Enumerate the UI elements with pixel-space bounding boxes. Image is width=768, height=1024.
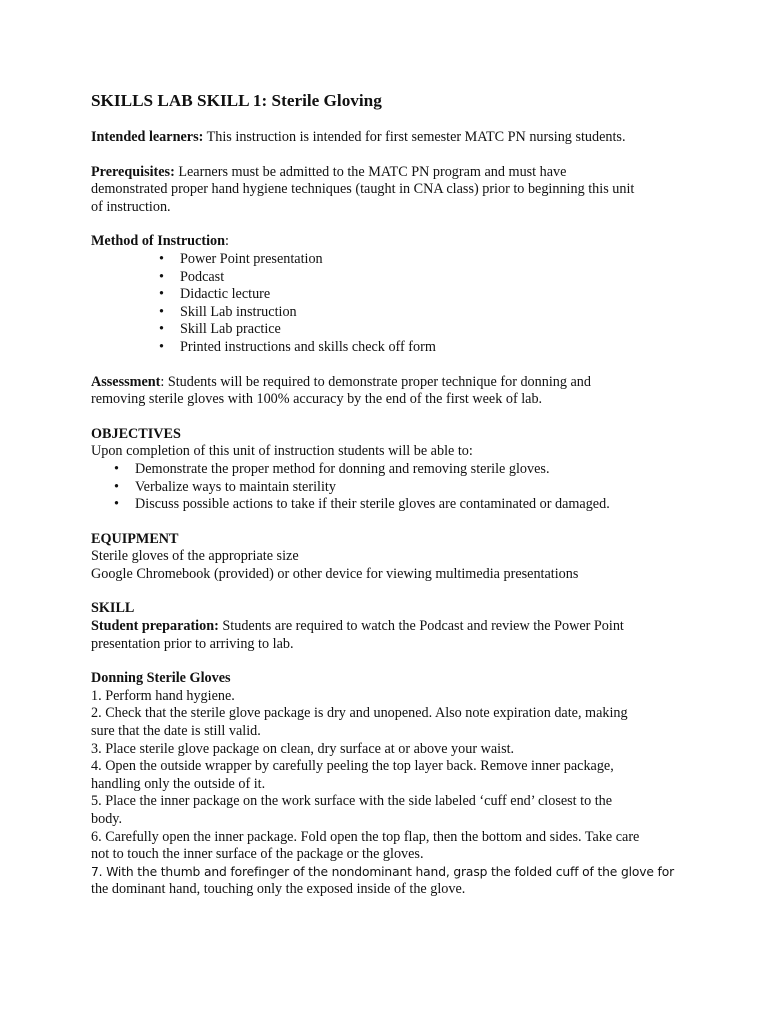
- donning-section: [91, 670, 691, 899]
- donning-step-line: sure that the date is still valid.: [91, 723, 261, 740]
- donning-step-line: 5. Place the inner package on the work surface with the side labeled ‘cuff end’ closest to the: [91, 793, 613, 810]
- assessment-text-1: : Students will be required to demonstrate proper technique for donning and: [160, 373, 591, 390]
- assessment-line-1: [91, 374, 691, 392]
- intended-learners-label: Intended learners:: [91, 129, 204, 145]
- page-title: SKILLS LAB SKILL 1: Sterile Gloving: [91, 91, 382, 110]
- donning-step-line: 2. Check that the sterile glove package is dry and unopened. Also note expiration date, making: [91, 705, 628, 722]
- prerequisites-paragraph: [91, 164, 691, 217]
- objectives-heading: OBJECTIVES: [91, 425, 181, 442]
- intended-learners-paragraph: [91, 129, 691, 147]
- donning-step-line: 4. Open the outside wrapper by carefully peeling the top layer back. Remove inner package,: [91, 758, 614, 775]
- donning-step-line: 1. Perform hand hygiene.: [91, 687, 235, 704]
- method-list-item: • Skill Lab practice: [159, 321, 691, 339]
- donning-heading: Donning Sterile Gloves: [91, 670, 231, 687]
- equipment-item: Sterile gloves of the appropriate size: [91, 548, 299, 565]
- donning-step-line: 6. Carefully open the inner package. Fold open the top flap, then the bottom and sides. Take care: [91, 828, 640, 845]
- method-list-item: • Printed instructions and skills check off form: [159, 339, 691, 357]
- objectives-intro: Upon completion of this unit of instruction students will be able to:: [91, 443, 473, 460]
- assessment-line-2: removing sterile gloves with 100% accuracy by the end of the first week of lab.: [91, 391, 543, 408]
- method-list-item: • Podcast: [159, 269, 691, 287]
- method-of-instruction-section: [91, 233, 691, 356]
- method-list-item: • Didactic lecture: [159, 286, 691, 304]
- objectives-list: [114, 461, 691, 514]
- student-preparation-line-2: presentation prior to arriving to lab.: [91, 635, 294, 652]
- prerequisites-line-1: [91, 164, 691, 182]
- student-preparation-line-1: [91, 618, 691, 636]
- objective-item: • Discuss possible actions to take if their sterile gloves are contaminated or damaged.: [114, 496, 691, 514]
- method-list-item: • Skill Lab instruction: [159, 304, 691, 322]
- objectives-section: [91, 426, 691, 514]
- donning-step-line: body.: [91, 811, 122, 827]
- method-list: [159, 251, 691, 357]
- equipment-section: [91, 531, 691, 584]
- method-colon: :: [225, 233, 229, 250]
- intended-learners-text: This instruction is intended for first semester MATC PN nursing students.: [203, 129, 626, 145]
- method-list-item: • Power Point presentation: [159, 251, 691, 269]
- donning-step-line: 3. Place sterile glove package on clean, dry surface at or above your waist.: [91, 740, 515, 757]
- donning-step-line: handling only the outside of it.: [91, 775, 266, 792]
- method-label: Method of Instruction: [91, 233, 225, 250]
- assessment-paragraph: [91, 374, 691, 409]
- document-body: [91, 90, 691, 899]
- objective-item: • Verbalize ways to maintain sterility: [114, 479, 691, 497]
- student-preparation-label: Student preparation:: [91, 618, 219, 635]
- skill-section: [91, 600, 691, 653]
- prerequisites-text-1: Learners must be admitted to the MATC PN program and must have: [174, 163, 567, 180]
- prerequisites-label: Prerequisites:: [91, 163, 175, 180]
- donning-step-7-line-2: the dominant hand, touching only the exposed inside of the glove.: [91, 881, 466, 898]
- student-preparation-text-1: Students are required to watch the Podcast and review the Power Point: [218, 618, 624, 635]
- equipment-item: Google Chromebook (provided) or other device for viewing multimedia presentations: [91, 565, 579, 582]
- assessment-label: Assessment: [91, 373, 161, 390]
- objective-item: • Demonstrate the proper method for donning and removing sterile gloves.: [114, 461, 691, 479]
- prerequisites-line-3: of instruction.: [91, 198, 171, 215]
- skill-heading: SKILL: [91, 600, 135, 617]
- donning-step-7-line-1: 7. With the thumb and forefinger of the nondominant hand, grasp the folded cuff of the glove for: [91, 864, 675, 879]
- prerequisites-line-2: demonstrated proper hand hygiene techniques (taught in CNA class) prior to beginning this unit: [91, 181, 635, 198]
- equipment-heading: EQUIPMENT: [91, 530, 179, 547]
- donning-step-line: not to touch the inner surface of the package or the gloves.: [91, 846, 424, 863]
- method-heading: [91, 233, 691, 251]
